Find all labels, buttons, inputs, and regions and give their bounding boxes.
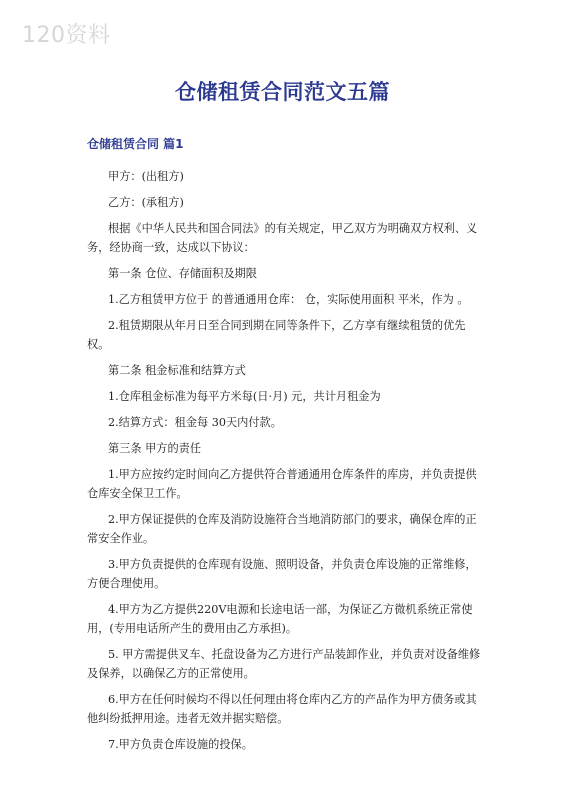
article-3-clause-4: 4.甲方为乙方提供220V电源和长途电话一部，为保证乙方微机系统正常使用，(专用电话所产生的费用由乙方承担)。 — [87, 603, 473, 635]
preamble-paragraph: 根据《中华人民共和国合同法》的有关规定，甲乙双方为明确双方权利、义务，经协商一致，达成以下协议： — [87, 222, 478, 254]
article-1-heading: 第一条 仓位、存储面积及期限 — [108, 267, 257, 280]
article-2-heading: 第二条 租金标准和结算方式 — [108, 364, 246, 377]
article-2-clause-1: 1.仓库租金标准为每平方米每(日·月) 元，共计月租金为 — [108, 390, 381, 403]
article-3-clause-3: 3.甲方负责提供的仓库现有设施、照明设备，并负责仓库设施的正常维修，方便合理使用。 — [87, 558, 477, 590]
article-3-heading: 第三条 甲方的责任 — [108, 442, 202, 455]
article-3-clause-1: 1.甲方应按约定时间向乙方提供符合普通通用仓库条件的库房，并负责提供仓库安全保卫工作。 — [87, 468, 477, 500]
party-b-line: 乙方：(承租方) — [108, 196, 184, 209]
article-1-clause-1: 1.乙方租赁甲方位于 的普通通用仓库： 仓，实际使用面积 平米，作为 。 — [108, 293, 469, 306]
watermark: 120资料 — [22, 23, 111, 48]
section-heading: 仓储租赁合同 篇1 — [87, 137, 184, 151]
contract-body — [87, 167, 482, 761]
article-3-clause-7: 7.甲方负责仓库设施的投保。 — [108, 738, 253, 751]
article-1-clause-2: 2.租赁期限从年月日至合同到期在同等条件下，乙方享有继续租赁的优先权。 — [87, 319, 466, 351]
article-3-clause-2: 2.甲方保证提供的仓库及消防设施符合当地消防部门的要求，确保仓库的正常安全作业。 — [87, 513, 477, 545]
article-3-clause-6: 6.甲方在任何时候均不得以任何理由将仓库内乙方的产品作为甲方债务或其他纠纷抵押用途。违者无效并据实赔偿。 — [87, 693, 477, 725]
party-a-line: 甲方：(出租方) — [108, 170, 184, 183]
article-3-clause-5: 5. 甲方需提供叉车、托盘设备为乙方进行产品装卸作业，并负责对设备维修及保养，以确保乙方的正常使用。 — [87, 648, 481, 680]
document-title: 仓储租赁合同范文五篇 — [175, 80, 390, 104]
article-2-clause-2: 2.结算方式：租金每 30天内付款。 — [108, 416, 282, 429]
